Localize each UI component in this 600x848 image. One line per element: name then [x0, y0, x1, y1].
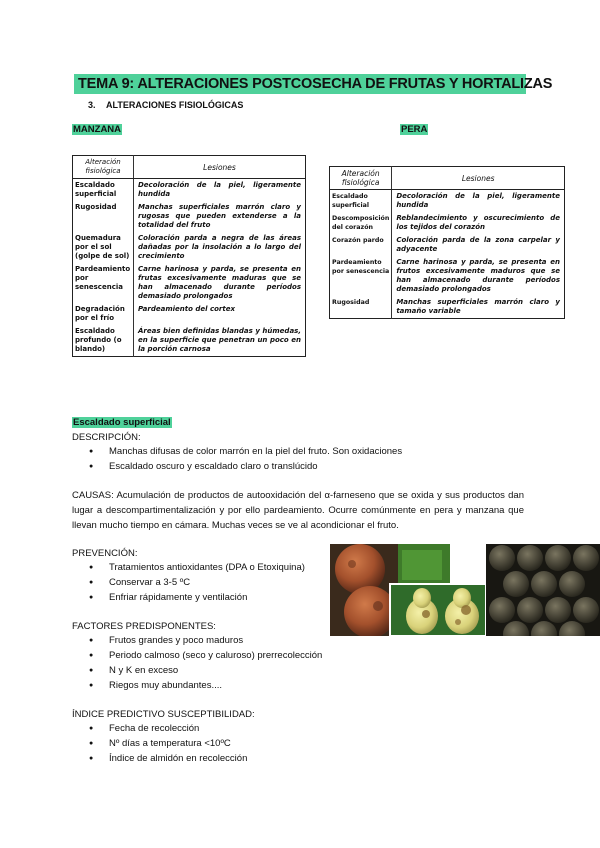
lesion-cell: Pardeamiento del cortex [138, 305, 235, 313]
section-number: 3. [88, 100, 96, 110]
causas-label: CAUSAS: [72, 490, 114, 501]
lesion-cell: Decoloración de la piel, ligeramente hundida [396, 192, 560, 209]
pear-image [390, 584, 486, 636]
prevencion-list [72, 560, 332, 605]
lesion-cell: Áreas bien definidas blandas y húmedas, en la superficie que penetran un poco en la porción carnosa [138, 327, 301, 353]
list-item: ● N y K en exceso [72, 663, 392, 678]
list-item: ● Conservar a 3-5 ºC [72, 575, 332, 590]
list-item: ● Riegos muy abundantes.... [72, 678, 392, 693]
manzana-label: MANZANA [73, 124, 122, 135]
pera-col-lesiones: Lesiones [392, 167, 565, 190]
list-item: ● Nº días a temperatura <10ºC [72, 736, 392, 751]
alteracion-cell: Quemadura por el sol (golpe de sol) [73, 232, 134, 263]
lesion-cell: Carne harinosa y parda, se presenta en frutos excesivamente maduros que se han almacenado durante períodos demasiado prolongados [396, 258, 560, 293]
table-row [330, 190, 565, 213]
lesion-cell: Coloración parda a negra de las áreas dañadas por la insolación a lo largo del crecimiento [138, 234, 301, 260]
lesion-cell: Coloración parda de la zona carpelar y adyacente [396, 236, 560, 253]
table-row [73, 303, 306, 325]
manzana-col-lesiones: Lesiones [134, 156, 306, 179]
descripcion-list [72, 444, 532, 474]
fruit-grid-image [486, 544, 600, 636]
descripcion-label: DESCRIPCIÓN: [72, 432, 141, 443]
alteracion-cell: Escaldado superficial [73, 179, 134, 202]
table-row [73, 232, 306, 263]
alteracion-cell: Escaldado superficial [330, 190, 392, 213]
list-item: ● Escaldado oscuro y escaldado claro o translúcido [72, 459, 532, 474]
lesion-cell: Carne harinosa y parda, se presenta en frutas excesivamente maduras que se han almacenado durante períodos demasiado prolongados [138, 265, 301, 300]
alteracion-cell: Rugosidad [330, 296, 392, 319]
lesion-cell: Decoloración de la piel, ligeramente hundida [138, 181, 301, 198]
table-row [73, 263, 306, 303]
section-title: ALTERACIONES FISIOLÓGICAS [106, 100, 244, 110]
list-item: ● Tratamientos antioxidantes (DPA o Etoxiquina) [72, 560, 332, 575]
lesion-cell: Reblandecimiento y oscurecimiento de los tejidos del corazón [396, 214, 560, 231]
factores-label: FACTORES PREDISPONENTES: [72, 621, 216, 632]
list-item: ● Manchas difusas de color marrón en la piel del fruto. Son oxidaciones [72, 444, 532, 459]
alteracion-cell: Rugosidad [73, 201, 134, 232]
alteracion-cell: Descomposición del corazón [330, 212, 392, 234]
indice-label: ÍNDICE PREDICTIVO SUSCEPTIBILIDAD: [72, 709, 255, 720]
table-row [330, 256, 565, 296]
scald-fruit-photo [330, 544, 600, 636]
table-row [73, 325, 306, 357]
list-item: ● Frutos grandes y poco maduros [72, 633, 392, 648]
factores-list [72, 633, 392, 693]
lesion-cell: Manchas superficiales marrón claro y rugosas que pueden extenderse a la totalidad del fruto [138, 203, 301, 229]
list-item: ● Enfriar rápidamente y ventilación [72, 590, 332, 605]
alteracion-cell: Pardeamiento por senescencia [73, 263, 134, 303]
list-item: ● Índice de almidón en recolección [72, 751, 392, 766]
escaldado-heading: Escaldado superficial [73, 417, 171, 428]
prevencion-label: PREVENCIÓN: [72, 548, 138, 559]
causas-text: Acumulación de productos de autooxidación del α-farneseno que se oxida y sus productos dan lugar a descompartimentalización y por ello pardeamiento. Ocurre comúnmente en pera y manzana que llevan mucho tiempo en cámara. Muchas veces se ve al acondicionar el fruto. [72, 490, 524, 531]
alteracion-cell: Escaldado profundo (o blando) [73, 325, 134, 357]
table-row [73, 179, 306, 202]
alteracion-cell: Corazón pardo [330, 234, 392, 256]
section-heading [88, 100, 243, 110]
table-row [330, 212, 565, 234]
apple-image [330, 544, 398, 636]
table-row [330, 234, 565, 256]
indice-list [72, 721, 392, 766]
list-item: ● Fecha de recolección [72, 721, 392, 736]
pera-label: PERA [401, 124, 428, 135]
alteracion-cell: Degradación por el frío [73, 303, 134, 325]
page-title: TEMA 9: ALTERACIONES POSTCOSECHA DE FRUTAS Y HORTALIZAS [74, 74, 526, 94]
manzana-table [72, 155, 306, 357]
alteracion-cell: Pardeamiento por senescencia [330, 256, 392, 296]
pera-table [329, 166, 565, 319]
pera-col-alteracion: Alteración fisiológica [330, 167, 392, 190]
causas-paragraph [72, 488, 524, 533]
manzana-col-alteracion: Alteración fisiológica [73, 156, 134, 179]
table-row [330, 296, 565, 319]
list-item: ● Periodo calmoso (seco y caluroso) prerrecolección [72, 648, 392, 663]
lesion-cell: Manchas superficiales marrón claro y tamaño variable [396, 298, 560, 315]
table-row [73, 201, 306, 232]
